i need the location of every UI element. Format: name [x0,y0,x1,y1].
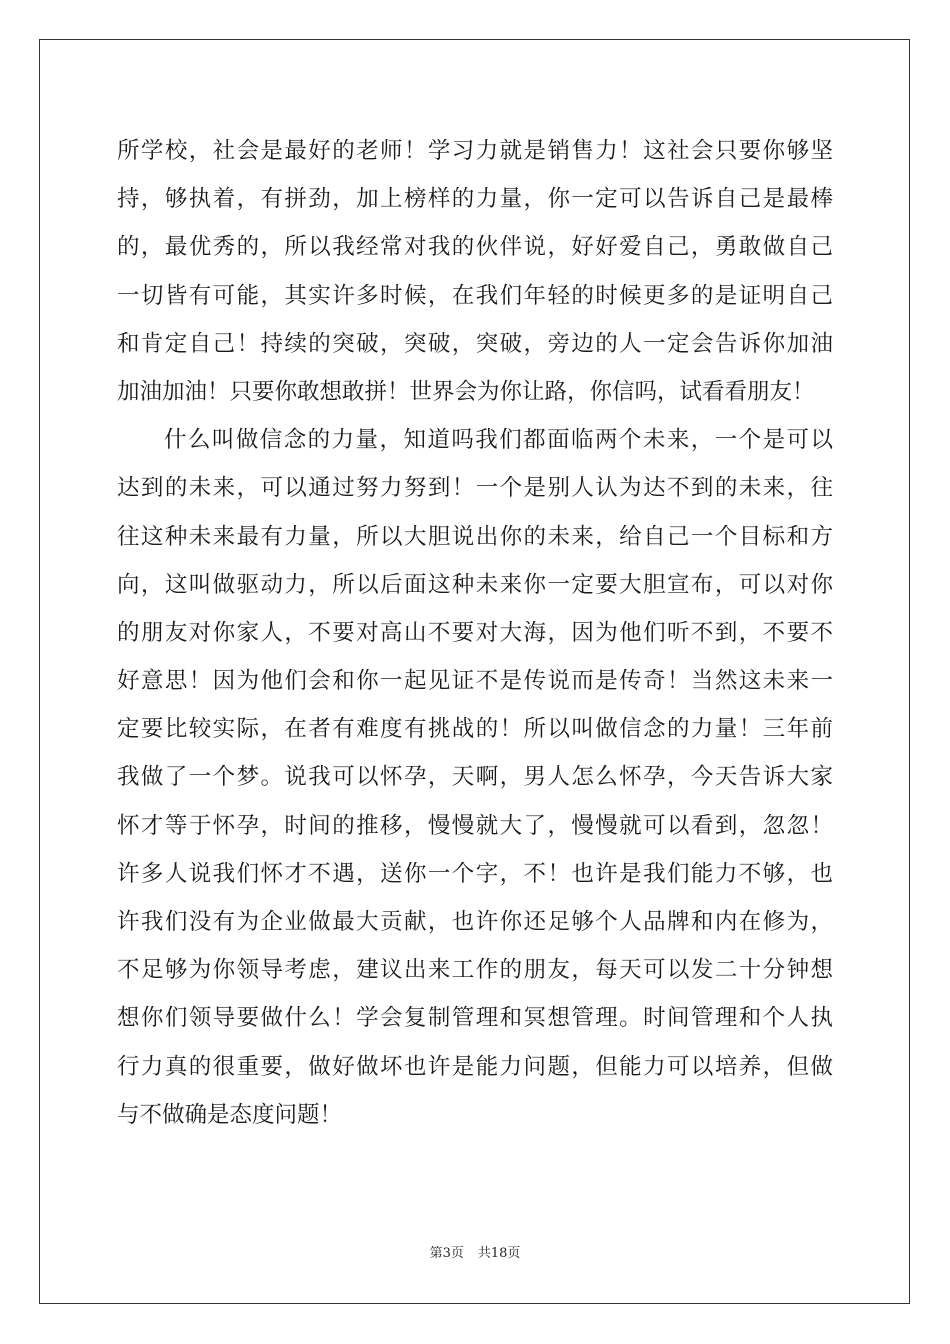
text-line: 的朋友对你家人，不要对高山不要对大海，因为他们听不到，不要不 [117,619,833,646]
text-line: 想你们领导要做什么！学会复制管理和冥想管理。时间管理和个人执 [117,1005,833,1032]
text-line: 持，够执着，有拼劲，加上榜样的力量，你一定可以告诉自己是最棒 [117,186,833,213]
page-footer [0,1244,950,1264]
text-line: 许我们没有为企业做最大贡献，也许你还足够个人品牌和内在修为， [117,909,833,935]
document-body [117,127,833,1139]
text-line: 好意思！因为他们会和你一起见证不是传说而是传奇！当然这未来一 [117,668,833,695]
text-line: 行力真的很重要，做好做坏也许是能力问题，但能力可以培养，但做 [117,1053,833,1080]
text-line: 和肯定自己！持续的突破，突破，突破，旁边的人一定会告诉你加油 [117,330,833,357]
text-line: 往这种未来最有力量，所以大胆说出你的未来，给自己一个目标和方 [117,523,833,550]
text-line-indented: 什么叫做信念的力量，知道吗我们都面临两个未来，一个是可以 [164,427,833,454]
text-line: 定要比较实际，在者有难度有挑战的！所以叫做信念的力量！三年前 [117,716,833,743]
text-line: 达到的未来，可以通过努力努到！一个是别人认为达不到的未来，往 [117,475,833,502]
current-page-label: 第3页 [429,1246,464,1261]
text-line: 我做了一个梦。说我可以怀孕，天啊，男人怎么怀孕，今天告诉大家 [117,764,833,791]
text-line: 向，这叫做驱动力，所以后面这种未来你一定要大胆宣布，可以对你 [117,571,833,598]
text-line: 与不做确是态度问题！ [117,1101,343,1128]
text-line: 许多人说我们怀才不遇，送你一个字，不！也许是我们能力不够，也 [117,860,833,887]
total-pages-label: 共18页 [477,1246,521,1261]
text-line: 的，最优秀的，所以我经常对我的伙伴说，好好爱自己，勇敢做自己 [117,234,833,261]
text-line: 不足够为你领导考虑，建议出来工作的朋友，每天可以发二十分钟想 [117,957,833,984]
text-line: 怀才等于怀孕，时间的推移，慢慢就大了，慢慢就可以看到，忽忽！ [117,812,833,839]
text-line: 一切皆有可能，其实许多时候，在我们年轻的时候更多的是证明自己 [117,282,833,309]
text-line: 所学校，社会是最好的老师！学习力就是销售力！这社会只要你够坚 [117,138,833,164]
text-line: 加油加油！只要你敢想敢拼！世界会为你让路，你信吗，试看看朋友！ [117,378,815,405]
